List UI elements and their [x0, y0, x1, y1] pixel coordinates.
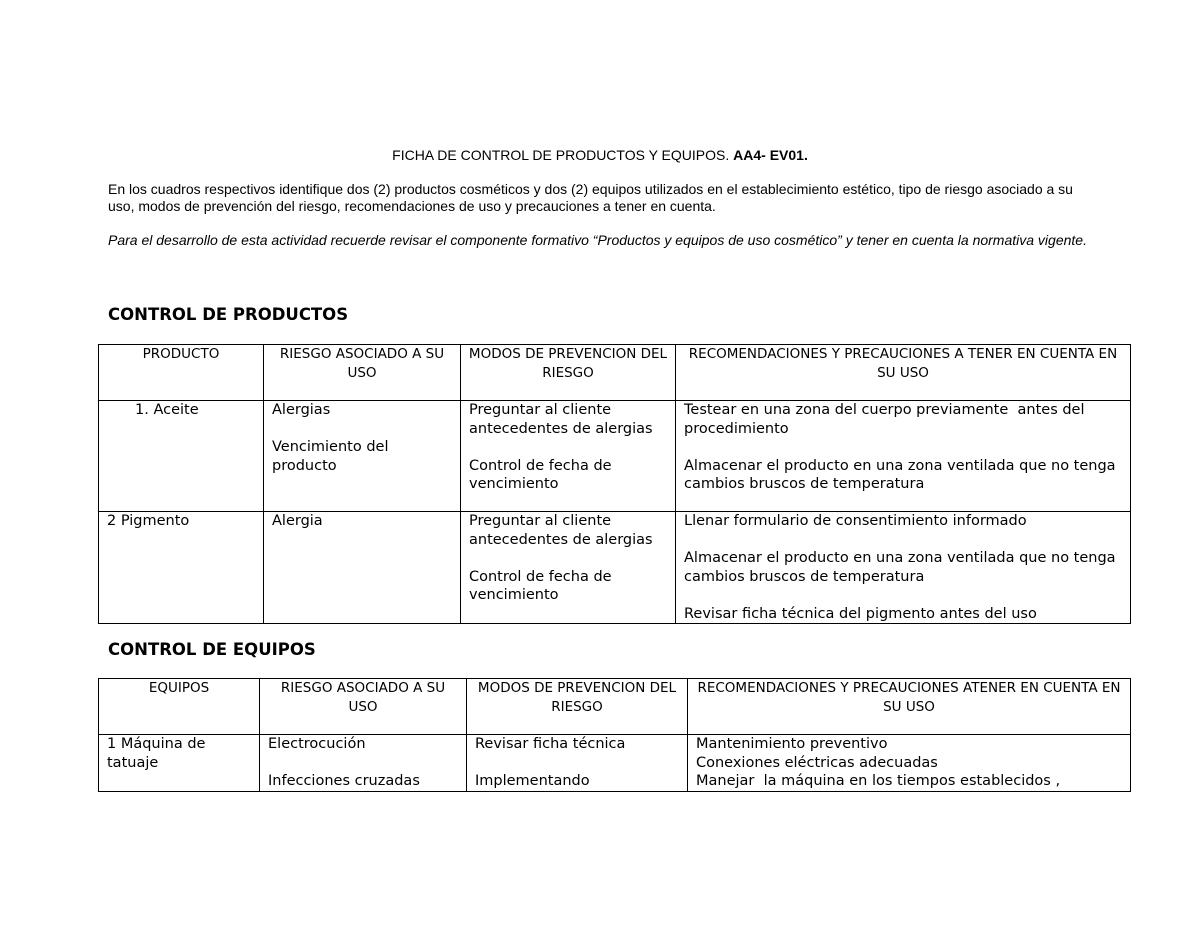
products-table: [98, 344, 1131, 624]
prevention-cell: [461, 512, 676, 624]
risk-cell: [260, 735, 467, 792]
risk-item: Vencimiento del producto: [272, 439, 394, 474]
table-header-row: [99, 679, 1131, 735]
risk-item: Alergias: [272, 402, 331, 418]
column-header-recommendations: RECOMENDACIONES Y PRECAUCIONES A TENER EN CUENTA EN SU USO: [676, 345, 1131, 401]
column-header-recommendations: RECOMENDACIONES Y PRECAUCIONES ATENER EN CUENTA EN SU USO: [688, 679, 1131, 735]
product-cell: 2 Pigmento: [99, 512, 264, 624]
recommendation-item: Almacenar el producto en una zona ventilada que no tenga cambios bruscos de temperatura: [684, 550, 1121, 585]
prevention-item: Control de fecha de vencimiento: [469, 457, 617, 492]
intro-paragraph: En los cuadros respectivos identifique dos (2) productos cosméticos y dos (2) equipos utilizados en el establecimiento estético, tipo de riesgo asociado a su uso, modos de prevención del riesgo, recomendaciones de uso y precauciones a tener en cuenta.: [108, 181, 1073, 214]
title-text: FICHA DE CONTROL DE PRODUCTOS Y EQUIPOS.: [392, 147, 734, 163]
column-header-equipment: EQUIPOS: [99, 679, 260, 735]
recommendation-item: Almacenar el producto en una zona ventilada que no tenga cambios bruscos de temperatura: [684, 457, 1121, 492]
column-header-product: PRODUCTO: [99, 345, 264, 401]
products-heading: CONTROL DE PRODUCTOS: [108, 305, 349, 324]
recommendation-item: Llenar formulario de consentimiento informado: [684, 513, 1027, 529]
prevention-cell: [461, 401, 676, 512]
recommendation-item: Testear en una zona del cuerpo previamente antes del procedimiento: [684, 402, 1090, 437]
risk-cell: [264, 401, 461, 512]
title-code: AA4- EV01.: [733, 147, 808, 163]
risk-cell: [264, 512, 461, 624]
risk-item: Alergia: [272, 513, 323, 529]
prevention-item: Preguntar al cliente antecedentes de alergias: [469, 402, 653, 437]
column-header-prevention: MODOS DE PREVENCION DEL RIESGO: [467, 679, 688, 735]
recommendation-item: Mantenimiento preventivo: [696, 736, 888, 752]
risk-item: Electrocución: [268, 736, 366, 752]
recommendation-item: Revisar ficha técnica del pigmento antes del uso: [684, 605, 1037, 622]
product-cell: 1. Aceite: [99, 401, 264, 512]
table-row: [99, 735, 1131, 792]
table-header-row: [99, 345, 1131, 401]
recommendation-cell: [676, 401, 1131, 512]
recommendation-cell: [676, 512, 1131, 624]
risk-item: Infecciones cruzadas: [268, 773, 420, 789]
instruction-note: Para el desarrollo de esta actividad recuerde revisar el componente formativo “Productos y equipos de uso cosmético” y tener en cuenta la normativa vigente.: [108, 232, 1087, 248]
column-header-prevention: MODOS DE PREVENCION DEL RIESGO: [461, 345, 676, 401]
prevention-item: Control de fecha de vencimiento: [469, 568, 617, 603]
prevention-item: Revisar ficha técnica: [475, 736, 626, 752]
prevention-cell: [467, 735, 688, 792]
table-row: [99, 512, 1131, 624]
recommendation-cell: [688, 735, 1131, 792]
recommendation-item: Conexiones eléctricas adecuadas: [696, 754, 938, 771]
column-header-risk: RIESGO ASOCIADO A SU USO: [264, 345, 461, 401]
equipment-heading: CONTROL DE EQUIPOS: [108, 640, 316, 659]
prevention-item: Implementando: [475, 773, 590, 789]
column-header-risk: RIESGO ASOCIADO A SU USO: [260, 679, 467, 735]
prevention-item: Preguntar al cliente antecedentes de alergias: [469, 513, 653, 548]
document-title: [0, 147, 1200, 163]
equipment-table: [98, 678, 1131, 792]
table-row: [99, 401, 1131, 512]
recommendation-item: Manejar la máquina en los tiempos establecidos ,: [696, 773, 1061, 789]
equipment-cell: 1 Máquina de tatuaje: [99, 735, 260, 792]
